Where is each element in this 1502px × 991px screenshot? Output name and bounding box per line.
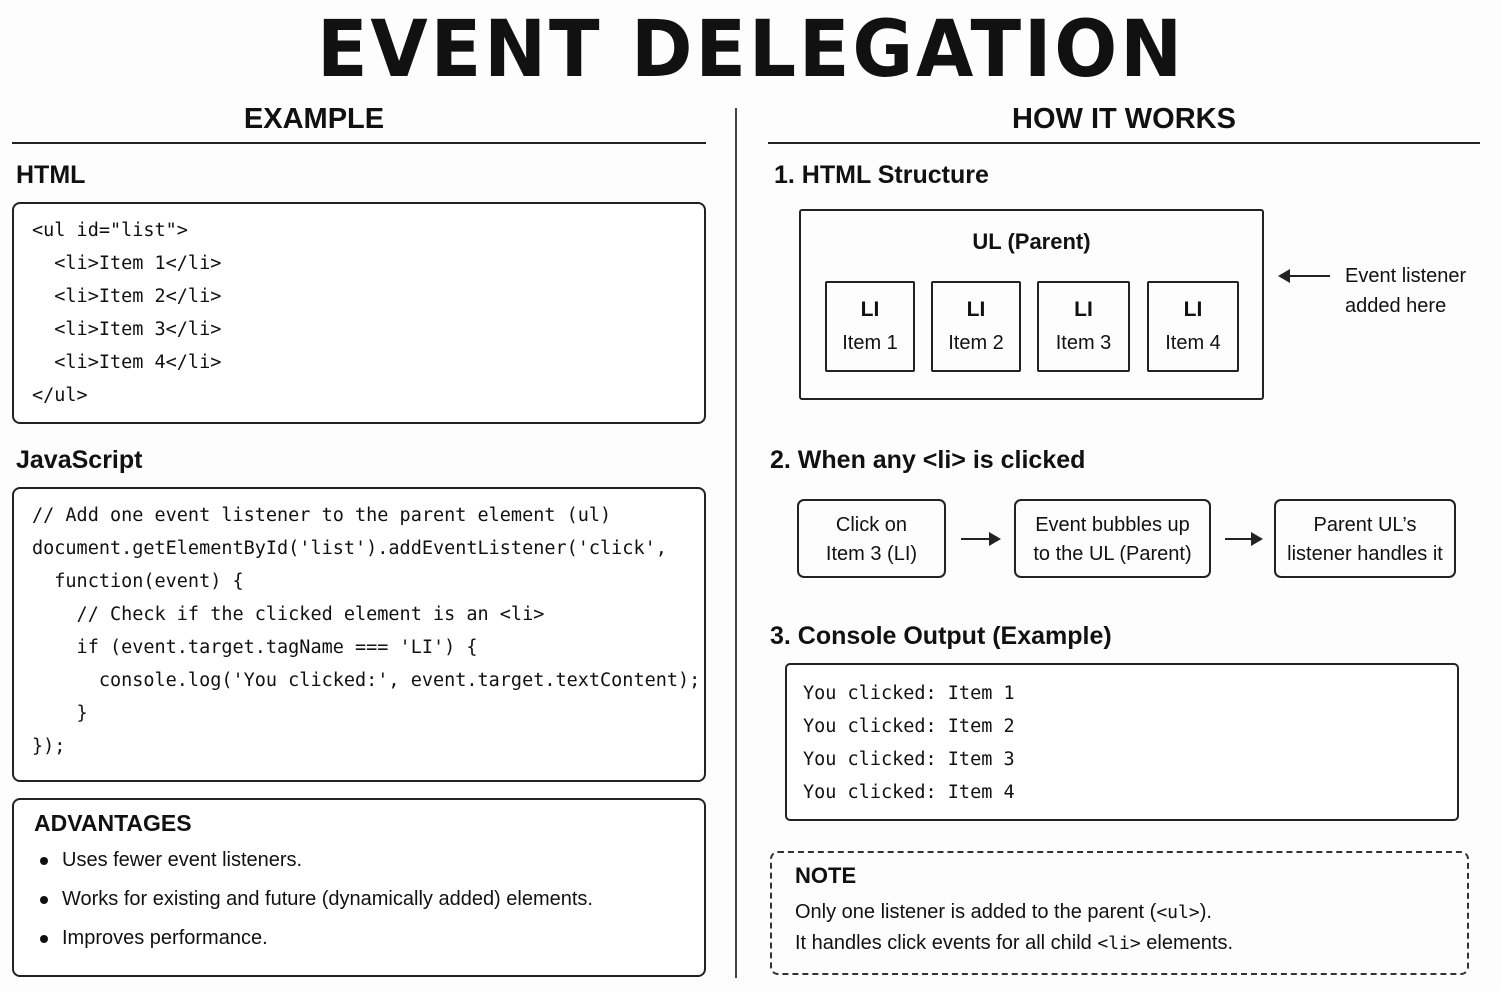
flow-arrow-line (961, 538, 991, 540)
note-line-1 (795, 897, 1467, 928)
js-code-line: if (event.target.tagName === 'LI') { (32, 637, 478, 658)
flow-text-line: listener handles it (1287, 543, 1443, 565)
html-code-line: <li>Item 2</li> (32, 286, 222, 307)
note-text: elements. (1140, 932, 1233, 954)
arrow-right-icon (1251, 532, 1263, 546)
column-divider (735, 108, 737, 978)
li-item-text: Item 4 (1165, 332, 1221, 354)
js-code-line: console.log('You clicked:', event.target.textContent); (32, 670, 701, 691)
console-line: You clicked: Item 1 (803, 683, 1015, 704)
flow-text-line: Click on (835, 514, 908, 536)
note-code: <ul> (1156, 902, 1200, 923)
flow-step-handle (1274, 499, 1456, 578)
note-code: <li> (1097, 933, 1141, 954)
html-code-line: <li>Item 4</li> (32, 352, 222, 373)
html-code-line: <li>Item 3</li> (32, 319, 222, 340)
js-code-line: // Add one event listener to the parent element (ul) (32, 505, 612, 526)
arrow-right-icon (989, 532, 1001, 546)
page-title: EVENT DELEGATION (316, 5, 1186, 95)
advantages-panel (12, 798, 706, 977)
note-text: ). (1199, 901, 1212, 923)
flow-text-line: to the UL (Parent) (1033, 543, 1192, 565)
step2-label: 2. When any <li> is clicked (770, 446, 1086, 474)
how-it-works-heading: HOW IT WORKS (768, 100, 1480, 144)
js-code-line: } (32, 703, 88, 724)
html-code-line: <li>Item 1</li> (32, 253, 222, 274)
console-line: You clicked: Item 4 (803, 782, 1015, 803)
js-code-line: // Check if the clicked element is an <li> (32, 604, 545, 625)
listener-note-line: added here (1345, 295, 1447, 317)
js-code-line: function(event) { (32, 571, 244, 592)
arrow-left-line (1284, 275, 1330, 277)
flow-arrow-line (1225, 538, 1253, 540)
step1-label: 1. HTML Structure (774, 161, 989, 189)
flow-text-line: Parent UL’s (1313, 514, 1417, 536)
html-section-label: HTML (16, 161, 86, 189)
example-heading: EXAMPLE (12, 100, 706, 144)
ul-parent-label: UL (Parent) (972, 229, 1091, 254)
console-output-box (785, 663, 1459, 821)
note-panel (770, 851, 1469, 975)
javascript-section-label: JavaScript (16, 446, 143, 474)
html-code-line: </ul> (32, 385, 88, 406)
li-box-item-1 (825, 281, 915, 372)
js-code-line: }); (32, 736, 66, 757)
note-text: Only one listener is added to the parent ( (795, 901, 1157, 923)
list-item: Uses fewer event listeners. (38, 841, 704, 880)
flow-text-line: Event bubbles up (1035, 514, 1190, 536)
flow-step-click (797, 499, 946, 578)
li-box-item-3 (1037, 281, 1130, 372)
html-code-line: <ul id="list"> (32, 220, 188, 241)
listener-note-line: Event listener (1345, 265, 1467, 287)
flow-text-line: Item 3 (LI) (825, 543, 918, 565)
advantages-list (38, 841, 704, 958)
note-line-2 (795, 928, 1467, 959)
note-title: NOTE (795, 863, 857, 888)
li-item-text: Item 3 (1055, 332, 1112, 354)
li-box-item-2 (931, 281, 1021, 372)
listener-note (1345, 261, 1466, 321)
advantages-title: ADVANTAGES (34, 810, 192, 836)
step3-label: 3. Console Output (Example) (770, 622, 1112, 650)
ul-parent-box (799, 209, 1264, 400)
console-line: You clicked: Item 2 (803, 716, 1015, 737)
li-item-text: Item 2 (948, 332, 1004, 354)
li-tag: LI (1074, 298, 1093, 321)
li-tag: LI (860, 298, 880, 321)
js-code-line: document.getElementById('list').addEventListener('click', (32, 538, 667, 559)
li-box-item-4 (1147, 281, 1239, 372)
flow-step-bubble (1014, 499, 1211, 578)
li-tag: LI (966, 298, 986, 321)
li-tag: LI (1183, 298, 1203, 321)
list-item: Works for existing and future (dynamically added) elements. (38, 880, 704, 919)
javascript-code-block (12, 487, 706, 782)
note-text: It handles click events for all child (795, 932, 1098, 954)
html-code-block (12, 202, 706, 424)
list-item: Improves performance. (38, 919, 704, 958)
li-item-text: Item 1 (842, 332, 898, 354)
console-line: You clicked: Item 3 (803, 749, 1015, 770)
